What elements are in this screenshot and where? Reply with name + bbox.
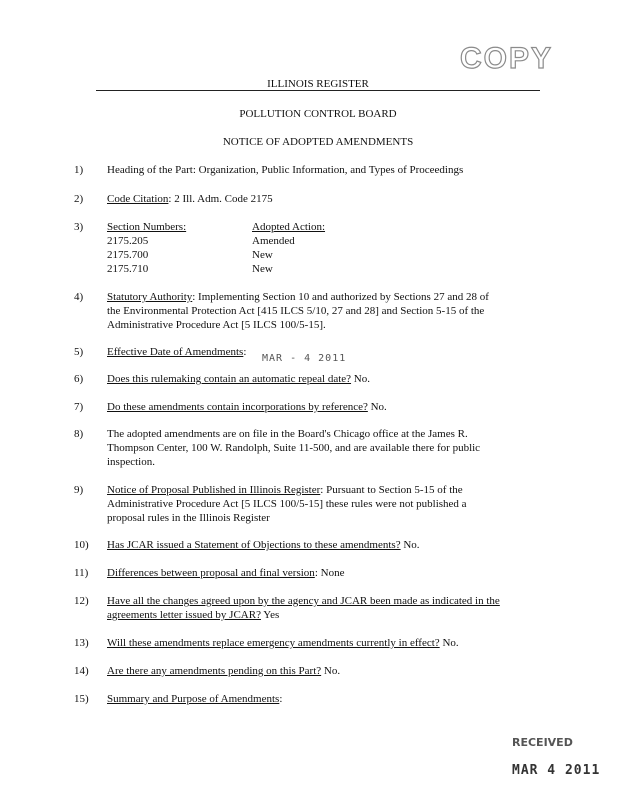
adopted-action-header: Adopted Action: xyxy=(252,221,326,233)
item-4-line-2: the Environmental Protection Act [415 ILCS 5/10, 27 and 28] and Section 5-15 of the xyxy=(107,305,485,317)
item-10-text: No. xyxy=(400,539,420,551)
item-9-line-3: proposal rules in the Illinois Register xyxy=(107,512,270,524)
item-5-label: Effective Date of Amendments xyxy=(107,346,244,358)
item-5-number: 5) xyxy=(74,346,84,358)
item-6-label: Does this rulemaking contain an automatic repeal date? xyxy=(107,373,352,385)
received-stamp: RECEIVED xyxy=(512,736,573,749)
item-13-label: Will these amendments replace emergency amendments currently in effect? xyxy=(107,637,440,649)
item-12-label-line-1: Have all the changes agreed upon by the agency and JCAR been made as indicated in the xyxy=(107,595,500,607)
item-15-label: Summary and Purpose of Amendments xyxy=(107,693,280,705)
item-11-text: : None xyxy=(314,567,345,579)
item-7 xyxy=(107,400,547,414)
header-rule xyxy=(96,90,540,91)
item-4-number: 4) xyxy=(74,291,84,303)
section-number: 2175.700 xyxy=(107,249,149,261)
item-9-number: 9) xyxy=(74,484,84,496)
item-8-line-2: Thompson Center, 100 W. Randolph, Suite 11-500, and are available there for public xyxy=(107,442,481,454)
item-14-number: 14) xyxy=(74,665,89,677)
received-date-stamp: MAR 4 2011 xyxy=(512,763,601,778)
board-title: POLLUTION CONTROL BOARD xyxy=(239,108,397,120)
item-8-line-1: The adopted amendments are on file in the Board's Chicago office at the James R. xyxy=(107,428,468,440)
item-9-line-1: : Pursuant to Section 5-15 of the xyxy=(320,484,463,496)
item-9-label: Notice of Proposal Published in Illinois Register xyxy=(107,484,321,496)
register-title: ILLINOIS REGISTER xyxy=(267,78,369,90)
item-2-text: : 2 Ill. Adm. Code 2175 xyxy=(168,193,273,205)
item-2-number: 2) xyxy=(74,193,84,205)
item-4-line-3: Administrative Procedure Act [5 ILCS 100/5-15]. xyxy=(107,319,326,331)
item-14 xyxy=(107,664,547,678)
table-row xyxy=(107,234,547,248)
section-number: 2175.205 xyxy=(107,235,149,247)
item-14-label: Are there any amendments pending on this Part? xyxy=(107,665,322,677)
item-2 xyxy=(107,192,547,206)
item-6-number: 6) xyxy=(74,373,84,385)
item-7-number: 7) xyxy=(74,401,84,413)
item-4-label: Statutory Authority xyxy=(107,291,193,303)
section-table xyxy=(107,220,547,276)
item-3-number: 3) xyxy=(74,221,84,233)
item-8-number: 8) xyxy=(74,428,84,440)
item-11-label: Differences between proposal and final version xyxy=(107,567,315,579)
item-10-label: Has JCAR issued a Statement of Objections to these amendments? xyxy=(107,539,401,551)
item-7-text: No. xyxy=(367,401,387,413)
item-13-number: 13) xyxy=(74,637,89,649)
adopted-action: Amended xyxy=(252,235,295,247)
item-15 xyxy=(107,692,547,706)
item-5-text: : xyxy=(243,346,247,358)
item-6-text: No. xyxy=(351,373,370,385)
item-15-text: : xyxy=(279,693,283,705)
item-4-line-1: : Implementing Section 10 and authorized by Sections 27 and 28 of xyxy=(192,291,489,303)
item-2-label: Code Citation xyxy=(107,193,169,205)
table-row xyxy=(107,248,547,262)
item-4 xyxy=(107,290,547,332)
item-13-text: No. xyxy=(439,637,459,649)
item-1-text: Organization, Public Information, and Types of Proceedings xyxy=(195,164,464,176)
item-12-text: Yes xyxy=(260,609,280,621)
table-row xyxy=(107,262,547,276)
item-10-number: 10) xyxy=(74,539,89,551)
item-8 xyxy=(107,427,547,469)
item-12-label-line-2: agreements letter issued by JCAR? xyxy=(107,609,261,621)
item-1-label: Heading of the Part: xyxy=(107,164,196,176)
adopted-action: New xyxy=(252,249,273,261)
item-1 xyxy=(107,163,547,177)
item-11-number: 11) xyxy=(74,567,89,579)
item-8-line-3: inspection. xyxy=(107,456,155,468)
copy-stamp: COPY xyxy=(460,42,554,75)
effective-date-stamp: MAR - 4 2011 xyxy=(262,353,347,364)
item-14-text: No. xyxy=(321,665,341,677)
adopted-action: New xyxy=(252,263,273,275)
item-7-label: Do these amendments contain incorporations by reference? xyxy=(107,401,368,413)
item-12-number: 12) xyxy=(74,595,89,607)
item-15-number: 15) xyxy=(74,693,89,705)
item-11 xyxy=(107,566,547,580)
notice-title: NOTICE OF ADOPTED AMENDMENTS xyxy=(222,136,414,148)
item-12 xyxy=(107,594,547,622)
item-9-line-2: Administrative Procedure Act [5 ILCS 100/5-15] these rules were not published a xyxy=(107,498,467,510)
item-10 xyxy=(107,538,547,552)
item-1-number: 1) xyxy=(74,164,84,176)
item-9 xyxy=(107,483,547,525)
item-13 xyxy=(107,636,547,650)
item-6 xyxy=(107,372,547,386)
section-number: 2175.710 xyxy=(107,263,149,275)
section-numbers-header: Section Numbers: xyxy=(107,221,187,233)
